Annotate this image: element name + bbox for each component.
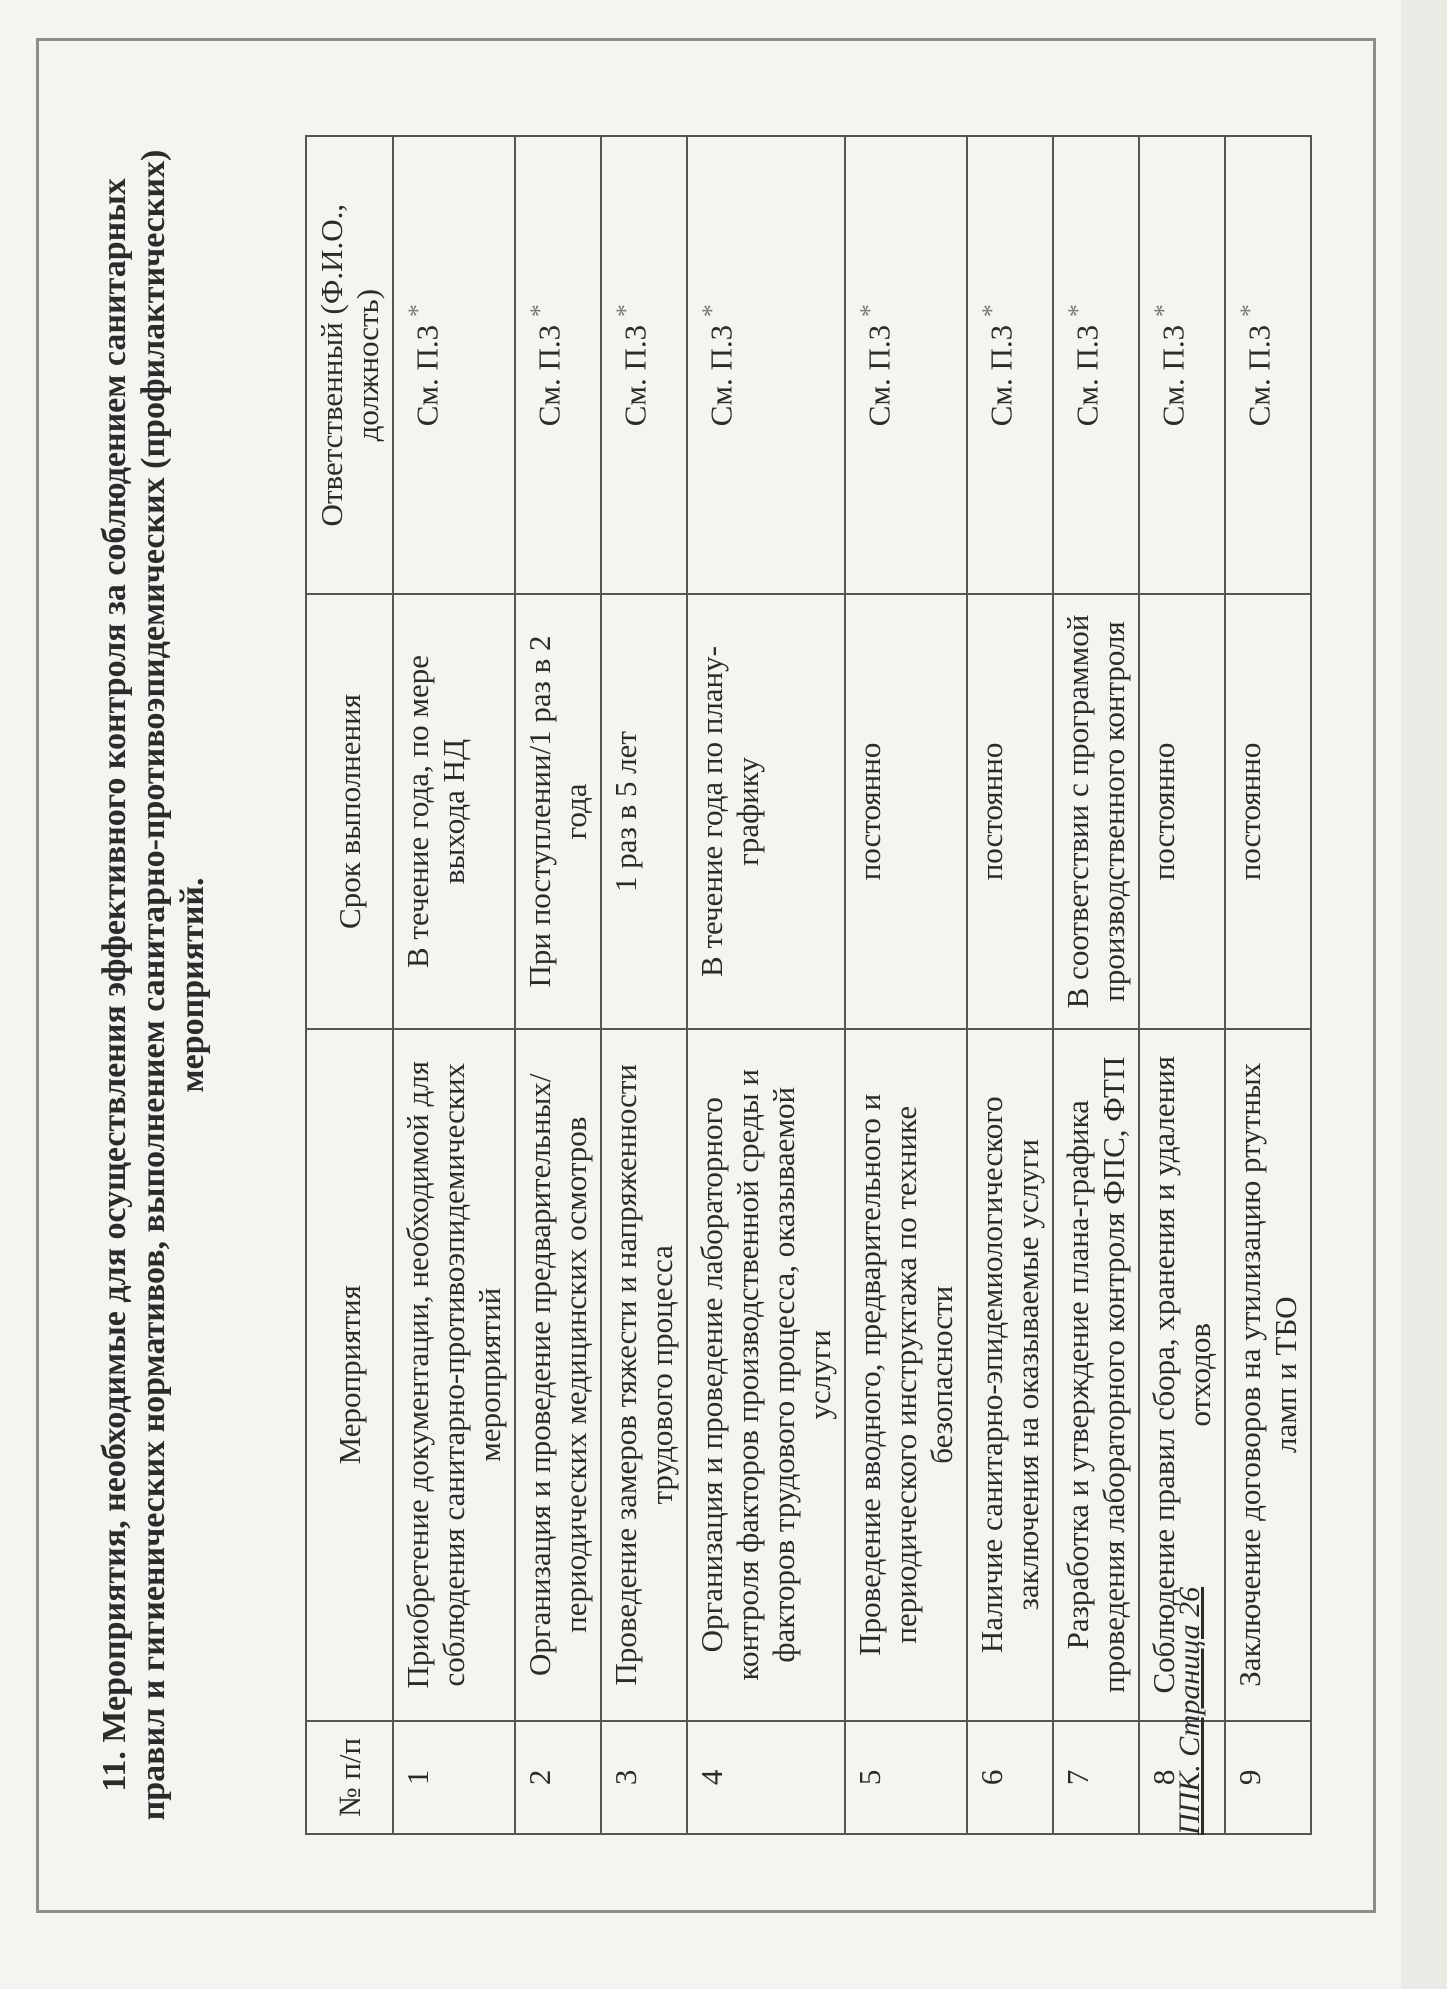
responsible-text: См. П.3 [531, 324, 567, 427]
cell-activity: Соблюдение правил сбора, хранения и удаления отходов [1139, 1029, 1225, 1721]
cell-responsible [1225, 136, 1311, 594]
cell-num: 3 [601, 1721, 687, 1834]
cell-term: постоянно [967, 594, 1053, 1028]
responsible-text: См. П.3 [1241, 324, 1277, 427]
header-activity: Мероприятия [306, 1029, 393, 1721]
cell-term: постоянно [845, 594, 967, 1028]
header-responsible: Ответственный (Ф.И.О., должность) [306, 136, 393, 594]
cell-activity: Проведение замеров тяжести и напряженности трудового процесса [601, 1029, 687, 1721]
asterisk-mark: * [697, 304, 726, 318]
responsible-text: См. П.3 [983, 324, 1019, 427]
scan-edge [1401, 0, 1447, 1989]
table-row [1053, 136, 1139, 1834]
cell-responsible [393, 136, 515, 594]
cell-num: 6 [967, 1721, 1053, 1834]
responsible-text: См. П.3 [617, 324, 653, 427]
responsible-text: См. П.3 [703, 324, 739, 427]
cell-responsible [601, 136, 687, 594]
cell-responsible [967, 136, 1053, 594]
asterisk-mark: * [1149, 304, 1178, 318]
table-row [1225, 136, 1311, 1834]
cell-term: постоянно [1139, 594, 1225, 1028]
cell-num: 1 [393, 1721, 515, 1834]
cell-num: 4 [687, 1721, 845, 1834]
table-row [967, 136, 1053, 1834]
cell-term: В течение года по плану-графику [687, 594, 845, 1028]
asterisk-mark: * [1063, 304, 1092, 318]
table-row [845, 136, 967, 1834]
cell-term: В соответствии с программой производственного контроля [1053, 594, 1139, 1028]
cell-responsible [1053, 136, 1139, 594]
table-row [1139, 136, 1225, 1834]
header-num: № п/п [306, 1721, 393, 1834]
responsible-text: См. П.3 [409, 324, 445, 427]
asterisk-mark: * [1235, 304, 1264, 318]
cell-responsible [687, 136, 845, 594]
cell-activity: Заключение договоров на утилизацию ртутных ламп и ТБО [1225, 1029, 1311, 1721]
cell-activity: Организация и проведение лабораторного контроля факторов производственной среды и факторов трудового процесса, оказываемой услуги [687, 1029, 845, 1721]
measures-table [305, 135, 1312, 1835]
cell-term: 1 раз в 5 лет [601, 594, 687, 1028]
page-footer: ППК. Страница 26 [1173, 1586, 1206, 1835]
section-heading: 11. Мероприятия, необходимые для осуществления эффективного контроля за соблюдением санитарных правил и гигиенических нормативов, выполнением санитарно-противоэпидемических (профилактических) мероприятий. [96, 149, 211, 1821]
table-row [687, 136, 845, 1834]
cell-responsible [1139, 136, 1225, 594]
cell-responsible [845, 136, 967, 594]
cell-activity: Приобретение документации, необходимой для соблюдения санитарно-противоэпидемических мероприятий [393, 1029, 515, 1721]
cell-activity: Разработка и утверждение плана-графика проведения лабораторного контроля ФПС, ФТП [1053, 1029, 1139, 1721]
responsible-text: См. П.3 [1069, 324, 1105, 427]
table-row [393, 136, 515, 1834]
cell-num: 8 [1139, 1721, 1225, 1834]
asterisk-mark: * [977, 304, 1006, 318]
cell-activity: Наличие санитарно-эпидемиологического заключения на оказываемые услуги [967, 1029, 1053, 1721]
cell-num: 2 [515, 1721, 601, 1834]
table-row [515, 136, 601, 1834]
asterisk-mark: * [611, 304, 640, 318]
cell-num: 7 [1053, 1721, 1139, 1834]
cell-term: При поступлении/1 раз в 2 года [515, 594, 601, 1028]
table-header-row [306, 136, 393, 1834]
asterisk-mark: * [403, 304, 432, 318]
responsible-text: См. П.3 [861, 324, 897, 427]
cell-num: 5 [845, 1721, 967, 1834]
rotated-page-content [95, 135, 1303, 1835]
table-row [601, 136, 687, 1834]
responsible-text: См. П.3 [1155, 324, 1191, 427]
header-term: Срок выполнения [306, 594, 393, 1028]
cell-term: В течение года, по мере выхода НД [393, 594, 515, 1028]
asterisk-mark: * [525, 304, 554, 318]
cell-activity: Проведение вводного, предварительного и периодического инструктажа по технике безопасности [845, 1029, 967, 1721]
cell-activity: Организация и проведение предварительных/ периодических медицинских осмотров [515, 1029, 601, 1721]
asterisk-mark: * [855, 304, 884, 318]
cell-num: 9 [1225, 1721, 1311, 1834]
cell-term: постоянно [1225, 594, 1311, 1028]
cell-responsible [515, 136, 601, 594]
